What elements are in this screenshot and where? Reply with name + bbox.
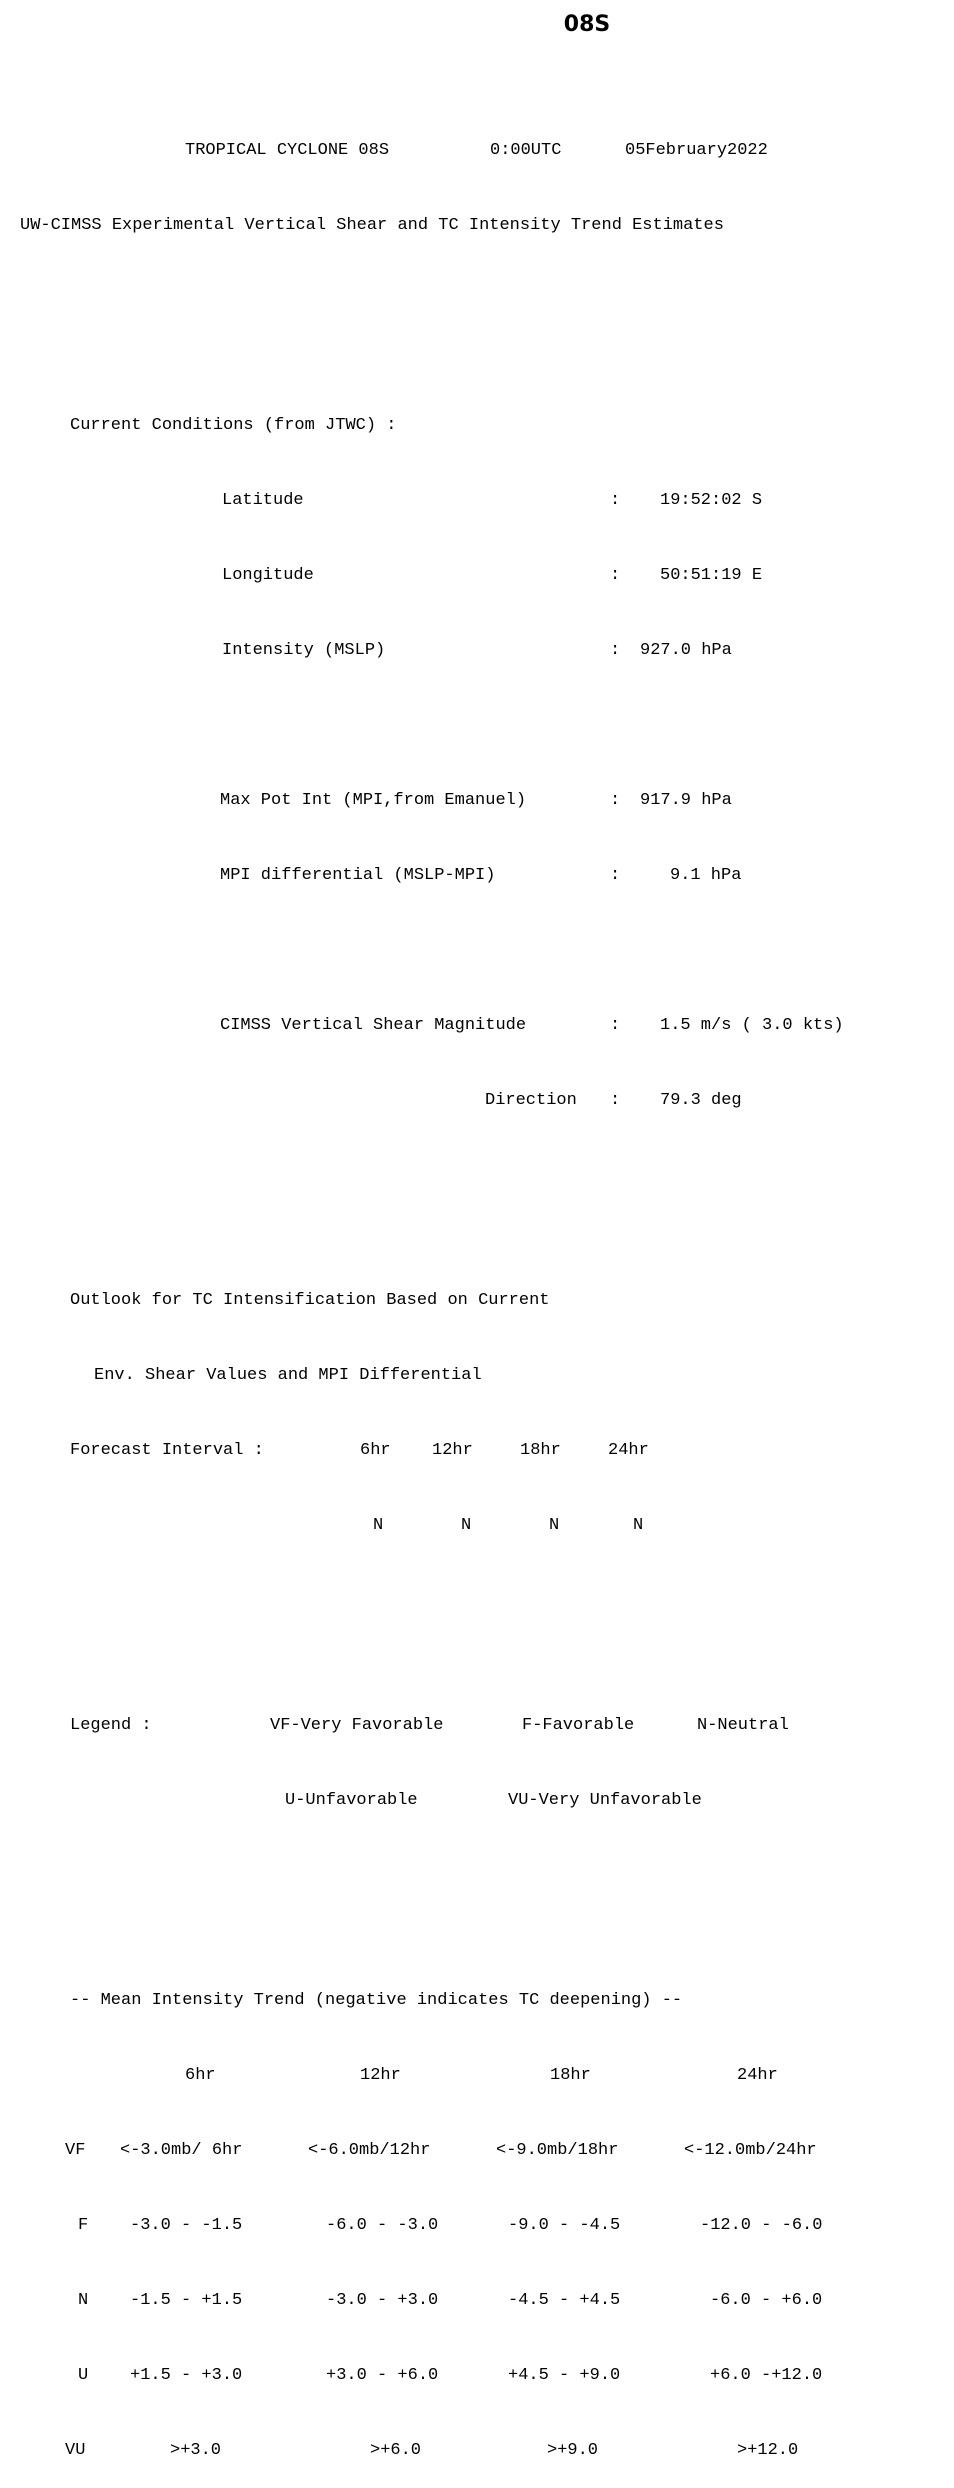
trend-row-f: F -3.0 - -1.5 -6.0 - -3.0 -9.0 - -4.5 -12.0 - -6.0: [78, 2216, 823, 2235]
latitude-row: Latitude : 19:52:02 S: [20, 488, 844, 513]
mpi-diff-value: 9.1 hPa: [670, 866, 742, 885]
longitude-label: Longitude: [222, 566, 314, 585]
trend-row-u: U +1.5 - +3.0 +3.0 - +6.0 +4.5 - +9.0 +6.0 -+12.0: [78, 2366, 823, 2385]
value-18hr: N: [549, 1516, 560, 1535]
interval-18hr: 18hr: [520, 1441, 561, 1460]
mpi-diff-row: MPI differential (MSLP-MPI) : 9.1 hPa: [20, 863, 844, 888]
latitude-label: Latitude: [222, 491, 304, 510]
forecast-interval-row: [20, 1438, 844, 1463]
trend-heading: -- Mean Intensity Trend (negative indicates TC deepening) --: [70, 1991, 683, 2010]
header-date: 05February2022: [625, 141, 768, 160]
longitude-row: Longitude : 50:51:19 E: [20, 563, 844, 588]
legend-u: U-Unfavorable: [285, 1791, 418, 1810]
value-12hr: N: [461, 1516, 472, 1535]
forecast-values-row: [20, 1513, 844, 1538]
intensity-value: 927.0 hPa: [640, 641, 732, 660]
trend-col-24hr: 24hr: [737, 2066, 778, 2085]
interval-6hr: 6hr: [360, 1441, 391, 1460]
shear-label: CIMSS Vertical Shear Magnitude: [220, 1016, 527, 1035]
trend-header-row: [20, 2063, 844, 2088]
current-heading: Current Conditions (from JTWC) :: [70, 416, 397, 435]
value-6hr: N: [373, 1516, 384, 1535]
direction-value: 79.3 deg: [660, 1091, 742, 1110]
trend-col-6hr: 6hr: [185, 2066, 216, 2085]
outlook-line-1: Outlook for TC Intensification Based on Current: [70, 1291, 550, 1310]
intensity-label: Intensity (MSLP): [222, 641, 386, 660]
report-block: [20, 63, 844, 2488]
trend-col-12hr: 12hr: [360, 2066, 401, 2085]
value-24hr: N: [633, 1516, 644, 1535]
legend-label: Legend :: [70, 1716, 152, 1735]
legend-f: F-Favorable: [522, 1716, 635, 1735]
cyclone-name: TROPICAL CYCLONE 08S: [185, 141, 390, 160]
header-subtitle: UW-CIMSS Experimental Vertical Shear and TC Intensity Trend Estimates: [20, 216, 724, 235]
header-line: [20, 138, 844, 163]
longitude-value: 50:51:19 E: [660, 566, 763, 585]
interval-24hr: 24hr: [608, 1441, 649, 1460]
intensity-row: Intensity (MSLP) : 927.0 hPa: [20, 638, 844, 663]
trend-row-vu: VU >+3.0 >+6.0 >+9.0 >+12.0: [65, 2441, 799, 2460]
storm-id-title: 08S: [563, 12, 611, 37]
mpi-value: 917.9 hPa: [640, 791, 732, 810]
legend-row-1: [20, 1713, 844, 1738]
interval-12hr: 12hr: [432, 1441, 473, 1460]
legend-vf: VF-Very Favorable: [270, 1716, 444, 1735]
latitude-value: 19:52:02 S: [660, 491, 763, 510]
header-time: 0:00UTC: [490, 141, 562, 160]
mpi-diff-label: MPI differential (MSLP-MPI): [220, 866, 496, 885]
direction-row: Direction : 79.3 deg: [20, 1088, 844, 1113]
legend-vu: VU-Very Unfavorable: [508, 1791, 702, 1810]
legend-n: N-Neutral: [697, 1716, 789, 1735]
shear-row: CIMSS Vertical Shear Magnitude : 1.5 m/s ( 3.0 kts): [20, 1013, 844, 1038]
shear-value: 1.5 m/s ( 3.0 kts): [660, 1016, 844, 1035]
mpi-row: Max Pot Int (MPI,from Emanuel) : 917.9 hPa: [20, 788, 844, 813]
trend-col-18hr: 18hr: [550, 2066, 591, 2085]
direction-label: Direction: [485, 1091, 577, 1110]
trend-row-n: N -1.5 - +1.5 -3.0 - +3.0 -4.5 - +4.5 -6.0 - +6.0: [78, 2291, 823, 2310]
legend-row-2: [20, 1788, 844, 1813]
trend-row-vf: VF <-3.0mb/ 6hr <-6.0mb/12hr <-9.0mb/18hr <-12.0mb/24hr: [65, 2141, 817, 2160]
mpi-label: Max Pot Int (MPI,from Emanuel): [220, 791, 527, 810]
outlook-line-2: Env. Shear Values and MPI Differential: [94, 1366, 482, 1385]
forecast-interval-label: Forecast Interval :: [70, 1441, 264, 1460]
